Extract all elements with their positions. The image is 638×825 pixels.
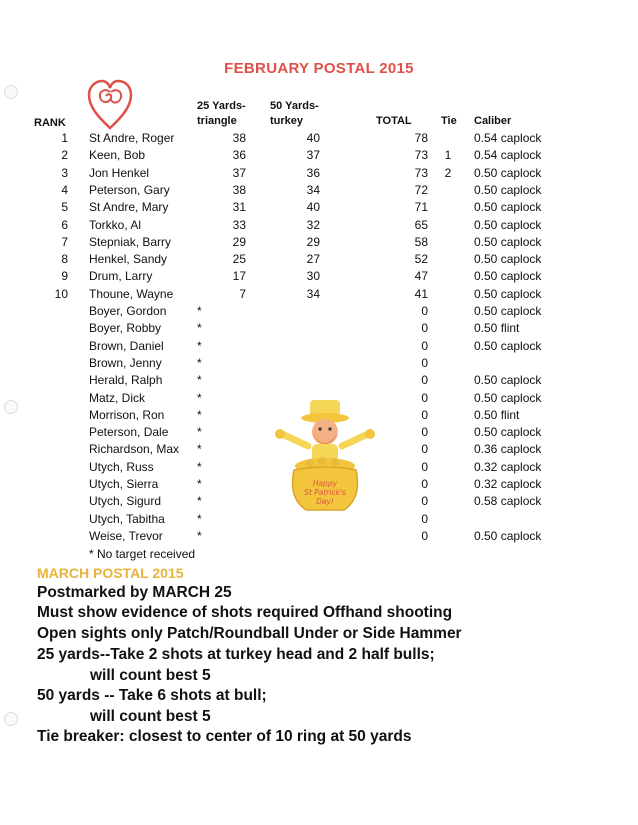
march-line-sights: Open sights only Patch/Roundball Under or Side Hammer [37, 625, 462, 642]
name-cell: Weise, Trevor [89, 528, 163, 543]
leprechaun-pot-of-gold-clipart [270, 394, 382, 516]
caliber-cell: 0.50 caplock [474, 269, 542, 284]
march-line-50yards-best: will count best 5 [90, 708, 211, 725]
name-cell: Utych, Russ [89, 459, 154, 474]
name-cell: St Andre, Mary [89, 200, 169, 215]
total-cell: 0 [421, 304, 428, 318]
march-line-tiebreaker: Tie breaker: closest to center of 10 ring at 50 yards [37, 728, 412, 745]
rank-cell: 2 [61, 148, 68, 163]
no-target-mark: * [197, 373, 202, 388]
header-total: TOTAL [376, 115, 412, 127]
rank-cell: 10 [54, 286, 68, 301]
name-cell: Utych, Sigurd [89, 494, 162, 509]
table-row [0, 529, 638, 546]
no-target-mark: * [197, 407, 202, 422]
caliber-cell: 0.50 flint [474, 407, 520, 422]
total-cell: 73 [414, 165, 428, 180]
svg-text:Day!: Day! [316, 497, 334, 506]
table-row [0, 183, 638, 200]
score-50-cell: 36 [306, 165, 320, 180]
name-cell: Stepniak, Barry [89, 234, 172, 249]
caliber-cell: 0.50 caplock [474, 286, 542, 301]
total-cell: 71 [414, 200, 428, 215]
name-cell: Thoune, Wayne [89, 286, 174, 301]
header-50yards-line1: 50 Yards- [270, 100, 319, 112]
score-25-cell: 37 [232, 165, 246, 180]
tie-cell: 2 [444, 165, 452, 180]
score-50-cell: 40 [306, 131, 320, 145]
caliber-cell: 0.54 caplock [474, 148, 542, 163]
total-cell: 73 [414, 148, 428, 163]
name-cell: Morrison, Ron [89, 407, 165, 422]
table-row [0, 321, 638, 338]
name-cell: Drum, Larry [89, 269, 153, 284]
binder-hole-bottom [4, 712, 18, 726]
total-cell: 0 [421, 355, 428, 370]
table-row [0, 148, 638, 165]
no-target-mark: * [197, 304, 202, 318]
name-cell: Utych, Sierra [89, 477, 159, 491]
binder-hole-top [4, 85, 18, 99]
header-50yards-line2: turkey [270, 115, 304, 127]
name-cell: Keen, Bob [89, 148, 146, 163]
header-25yards-line2: triangle [197, 115, 237, 127]
table-row [0, 218, 638, 235]
caliber-cell: 0.32 caplock [474, 459, 542, 474]
header-tie: Tie [441, 115, 457, 127]
page-title: FEBRUARY POSTAL 2015 [224, 60, 414, 77]
caliber-cell: 0.50 caplock [474, 217, 542, 232]
no-target-mark: * [197, 442, 202, 457]
total-cell: 0 [421, 511, 428, 526]
score-25-cell: 29 [232, 234, 246, 249]
total-cell: 0 [421, 338, 428, 353]
score-50-cell: 40 [306, 200, 320, 215]
rank-cell: 8 [61, 252, 68, 267]
score-25-cell: 38 [232, 131, 246, 145]
name-cell: St Andre, Roger [89, 131, 175, 145]
caliber-cell: 0.50 caplock [474, 234, 542, 249]
heart-icon [87, 78, 133, 130]
total-cell: 78 [414, 131, 428, 145]
name-cell: Henkel, Sandy [89, 252, 168, 267]
table-row [0, 235, 638, 252]
total-cell: 0 [421, 425, 428, 440]
total-cell: 72 [414, 182, 428, 197]
name-cell: Richardson, Max [89, 442, 180, 457]
score-25-cell: 31 [232, 200, 246, 215]
score-25-cell: 36 [232, 148, 246, 163]
total-cell: 41 [414, 286, 428, 301]
no-target-mark: * [197, 390, 202, 405]
score-50-cell: 34 [306, 286, 320, 301]
name-cell: Brown, Daniel [89, 338, 164, 353]
rank-cell: 7 [61, 234, 68, 249]
rank-cell: 3 [61, 165, 68, 180]
caliber-cell: 0.50 flint [474, 321, 520, 336]
march-line-25yards: 25 yards--Take 2 shots at turkey head and 2 half bulls; [37, 646, 435, 663]
no-target-mark: * [197, 355, 202, 370]
caliber-cell: 0.50 caplock [474, 165, 542, 180]
caliber-cell: 0.50 caplock [474, 390, 542, 405]
name-cell: Brown, Jenny [89, 355, 162, 370]
total-cell: 0 [421, 494, 428, 509]
march-line-postmarked: Postmarked by MARCH 25 [37, 584, 232, 601]
march-title: MARCH POSTAL 2015 [37, 565, 184, 581]
total-cell: 0 [421, 407, 428, 422]
total-cell: 65 [414, 217, 428, 232]
caliber-cell: 0.32 caplock [474, 477, 542, 491]
footnote: * No target received [89, 547, 196, 561]
score-25-cell: 17 [232, 269, 246, 284]
caliber-cell: 0.50 caplock [474, 252, 542, 267]
rank-cell: 4 [61, 182, 68, 197]
score-50-cell: 32 [306, 217, 320, 232]
no-target-mark: * [197, 494, 202, 509]
name-cell: Herald, Ralph [89, 373, 163, 388]
caliber-cell: 0.50 caplock [474, 425, 542, 440]
score-25-cell: 25 [232, 252, 246, 267]
rank-cell: 1 [61, 131, 68, 145]
no-target-mark: * [197, 459, 202, 474]
caliber-cell: 0.50 caplock [474, 182, 542, 197]
table-row [0, 373, 638, 390]
score-25-cell: 33 [232, 217, 246, 232]
caliber-cell: 0.36 caplock [474, 442, 542, 457]
name-cell: Matz, Dick [89, 390, 146, 405]
score-50-cell: 37 [306, 148, 320, 163]
table-row [0, 287, 638, 304]
name-cell: Boyer, Gordon [89, 304, 167, 318]
caliber-cell: 0.50 caplock [474, 373, 542, 388]
header-caliber: Caliber [474, 115, 512, 127]
name-cell: Peterson, Dale [89, 425, 169, 440]
total-cell: 0 [421, 477, 428, 491]
score-50-cell: 29 [306, 234, 320, 249]
caliber-cell: 0.50 caplock [474, 528, 542, 543]
header-rank: RANK [34, 117, 66, 129]
name-cell: Boyer, Robby [89, 321, 162, 336]
caliber-cell: 0.50 caplock [474, 338, 542, 353]
table-row [0, 304, 638, 321]
score-50-cell: 30 [306, 269, 320, 284]
caliber-cell: 0.50 caplock [474, 200, 542, 215]
no-target-mark: * [197, 321, 202, 336]
no-target-mark: * [197, 511, 202, 526]
table-row [0, 269, 638, 286]
table-row [0, 252, 638, 269]
no-target-mark: * [197, 528, 202, 543]
table-row [0, 339, 638, 356]
table-row [0, 166, 638, 183]
total-cell: 0 [421, 459, 428, 474]
score-25-cell: 38 [232, 182, 246, 197]
total-cell: 58 [414, 234, 428, 249]
tie-cell: 1 [444, 148, 452, 163]
table-row [0, 131, 638, 148]
name-cell: Torkko, Al [89, 217, 142, 232]
total-cell: 0 [421, 442, 428, 457]
svg-text:St Patrick's: St Patrick's [304, 488, 346, 497]
rank-cell: 6 [61, 217, 68, 232]
caliber-cell: 0.58 caplock [474, 494, 542, 509]
header-25yards-line1: 25 Yards- [197, 100, 246, 112]
header-25yards [197, 99, 246, 129]
caliber-cell: 0.50 caplock [474, 304, 542, 318]
caliber-cell: 0.54 caplock [474, 131, 542, 145]
no-target-mark: * [197, 425, 202, 440]
name-cell: Peterson, Gary [89, 182, 170, 197]
no-target-mark: * [197, 338, 202, 353]
march-line-evidence: Must show evidence of shots required Offhand shooting [37, 604, 453, 621]
score-25-cell: 7 [239, 286, 246, 301]
total-cell: 47 [414, 269, 428, 284]
no-target-mark: * [197, 477, 202, 491]
name-cell: Utych, Tabitha [89, 511, 165, 526]
table-row [0, 200, 638, 217]
total-cell: 0 [421, 528, 428, 543]
header-50yards [270, 99, 319, 129]
total-cell: 52 [414, 252, 428, 267]
total-cell: 0 [421, 373, 428, 388]
total-cell: 0 [421, 390, 428, 405]
table-row [0, 356, 638, 373]
total-cell: 0 [421, 321, 428, 336]
score-50-cell: 34 [306, 182, 320, 197]
march-line-25yards-best: will count best 5 [90, 667, 211, 684]
clipart-text: Happy [312, 479, 338, 488]
score-50-cell: 27 [306, 252, 320, 267]
rank-cell: 9 [61, 269, 68, 284]
rank-cell: 5 [61, 200, 68, 215]
march-line-50yards: 50 yards -- Take 6 shots at bull; [37, 687, 267, 704]
name-cell: Jon Henkel [89, 165, 150, 180]
